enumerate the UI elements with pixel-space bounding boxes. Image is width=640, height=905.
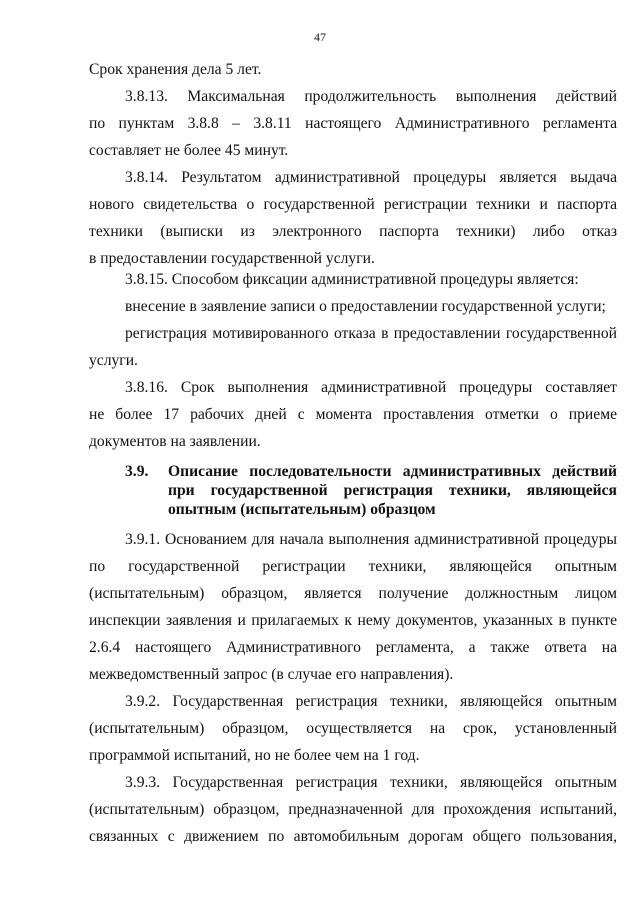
text-line: техники (выписки из электронного паспорта техники) либо отказ	[89, 223, 617, 240]
section-number: 3.9.	[125, 463, 149, 480]
text-line: 3.9.2. Государственная регистрация техники, являющейся опытным	[125, 693, 617, 710]
text-line: регистрация мотивированного отказа в предоставлении государственной	[125, 325, 617, 342]
page-number: 47	[314, 30, 326, 44]
text-line: 3.8.14. Результатом административной процедуры является выдача	[125, 169, 617, 186]
text-line: документов на заявлении.	[89, 433, 261, 450]
text-line: по пунктам 3.8.8 – 3.8.11 настоящего Административного регламента	[89, 115, 617, 132]
text-line: межведомственный запрос (в случае его направления).	[89, 666, 454, 683]
text-line: (испытательным) образцом, осуществляется на срок, установленный	[89, 720, 617, 737]
text-line: 2.6.4 настоящего Административного регламента, а также ответа на	[89, 639, 617, 656]
text-line: по государственной регистрации техники, являющейся опытным	[89, 558, 617, 575]
text-line: 3.8.16. Срок выполнения административной процедуры составляет	[125, 379, 617, 396]
text-line: Срок хранения дела 5 лет.	[89, 61, 262, 78]
text-line: в предоставлении государственной услуги.	[89, 250, 375, 267]
text-line: 3.8.15. Способом фиксации административной процедуры является:	[125, 271, 579, 288]
text-line: 3.9.1. Основанием для начала выполнения административной процедуры	[125, 531, 617, 548]
text-line: (испытательным) образцом, предназначенной для прохождения испытаний,	[89, 801, 617, 818]
text-line: услуги.	[89, 352, 138, 369]
text-line: 3.8.13. Максимальная продолжительность выполнения действий	[125, 88, 617, 105]
text-line: 3.9.3. Государственная регистрация техники, являющейся опытным	[125, 774, 617, 791]
text-line: связанных с движением по автомобильным дорогам общего пользования,	[89, 828, 617, 845]
section-heading-line: Описание последовательности административных действий	[168, 463, 617, 480]
text-line: нового свидетельства о государственной регистрации техники и паспорта	[89, 196, 617, 213]
text-line: инспекции заявления и прилагаемых к нему документов, указанных в пункте	[89, 612, 617, 629]
text-line: составляет не более 45 минут.	[89, 142, 289, 159]
text-line: не более 17 рабочих дней с момента проставления отметки о приеме	[89, 406, 617, 423]
section-heading-line: при государственной регистрация техники, являющейся	[168, 482, 617, 499]
section-heading-line: опытным (испытательным) образцом	[168, 501, 436, 518]
text-line: внесение в заявление записи о предоставлении государственной услуги;	[125, 298, 606, 315]
text-line: программой испытаний, но не более чем на 1 год.	[89, 747, 420, 764]
text-line: (испытательным) образцом, является получение должностным лицом	[89, 585, 617, 602]
